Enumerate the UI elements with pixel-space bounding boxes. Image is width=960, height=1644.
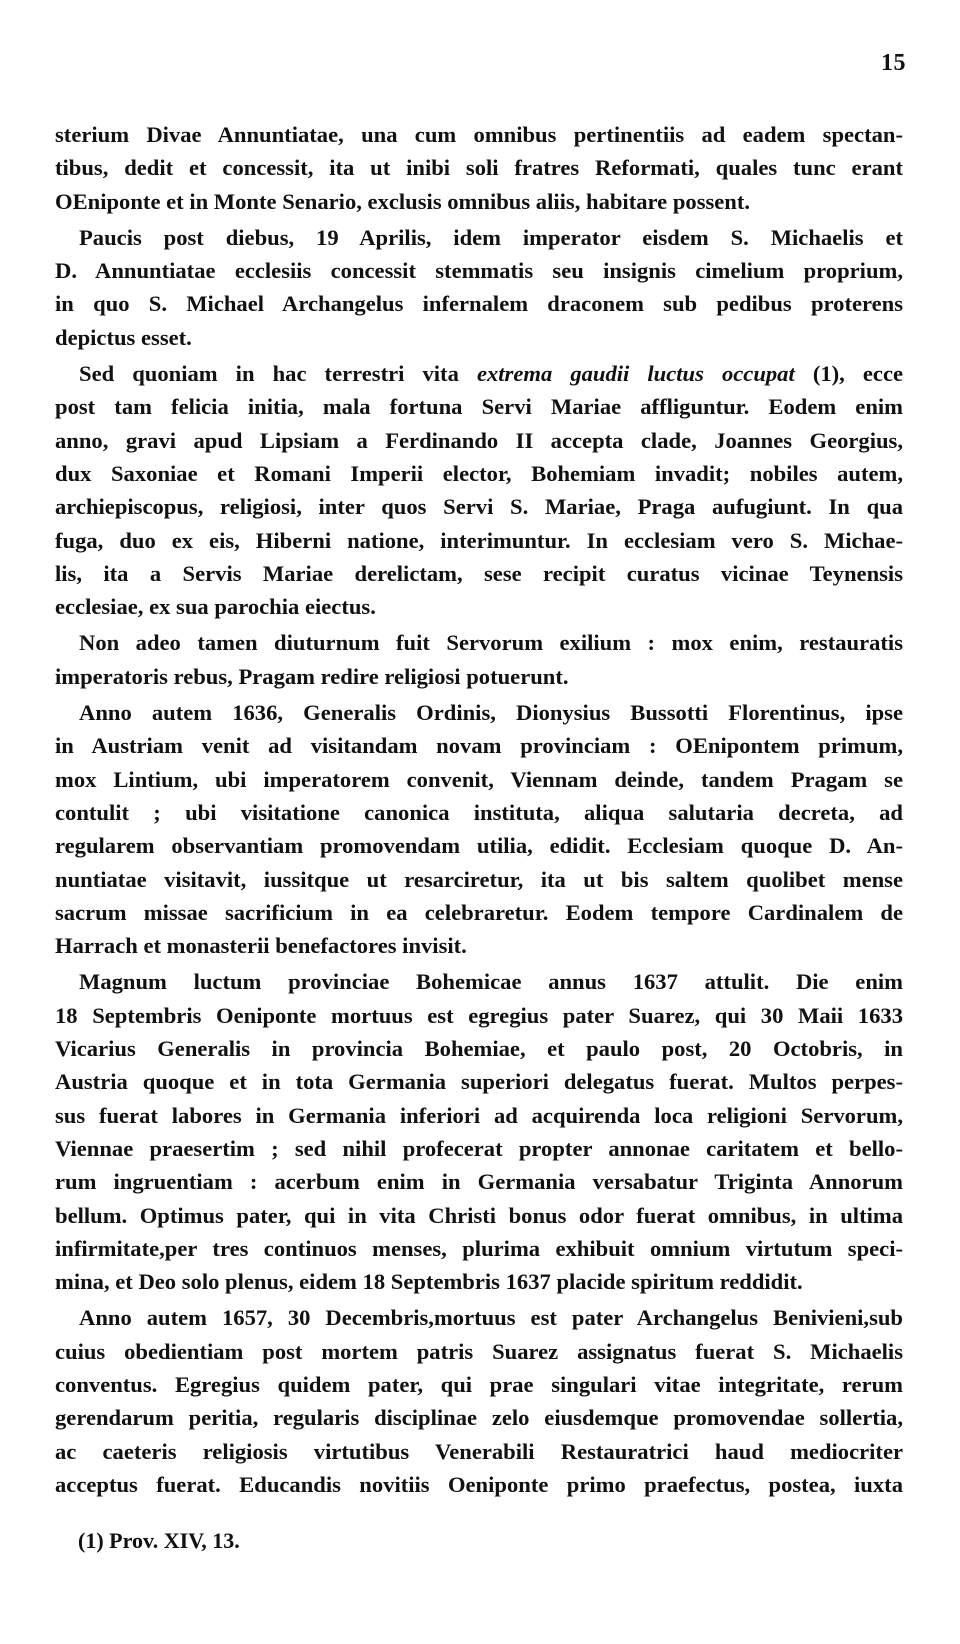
page-number: 15 xyxy=(881,50,906,76)
text-line: mina, et Deo solo plenus, eidem 18 Septembris 1637 placide spiritum reddidit. xyxy=(55,1269,803,1295)
text-line: Paucis post diebus, 19 Aprilis, idem imperator eisdem S. Michaelis et xyxy=(79,224,903,250)
text-line: Magnum luctum provinciae Bohemicae annus 1637 attulit. Die enim xyxy=(79,969,903,995)
text-line: gerendarum peritia, regularis disciplinae zelo eiusdemque promovendae sollertia, xyxy=(55,1405,903,1431)
text-line: Viennae praesertim ; sed nihil profecerat propter annonae caritatem et bello- xyxy=(55,1135,903,1161)
text-line: post tam felicia initia, mala fortuna Servi Mariae affliguntur. Eodem enim xyxy=(55,394,903,420)
body-text xyxy=(55,118,903,1501)
paragraph-5 xyxy=(55,696,903,962)
text-line: archiepiscopus, religiosi, inter quos Servi S. Mariae, Praga aufugiunt. In qua xyxy=(55,494,903,520)
text-line: depictus esset. xyxy=(55,324,192,350)
text-segment: (1), ecce xyxy=(794,361,904,387)
text-line: bellum. Optimus pater, qui in vita Christi bonus odor fuerat omnibus, in ultima xyxy=(55,1202,903,1228)
text-line: sacrum missae sacrificium in ea celebraretur. Eodem tempore Cardinalem de xyxy=(55,899,903,925)
text-line: Harrach et monasterii benefactores invisit. xyxy=(55,933,467,959)
text-line: rum ingruentiam : acerbum enim in Germania versabatur Triginta Annorum xyxy=(55,1169,903,1195)
text-line: dux Saxoniae et Romani Imperii elector, Bohemiam invadit; nobiles autem, xyxy=(55,460,903,486)
text-line: 18 Septembris Oeniponte mortuus est egregius pater Suarez, qui 30 Maii 1633 xyxy=(55,1002,903,1028)
text-line: mox Lintium, ubi imperatorem convenit, Viennam deinde, tandem Pragam se xyxy=(55,766,903,792)
text-line xyxy=(55,357,903,390)
paragraph-1 xyxy=(55,118,903,218)
text-line: Austria quoque et in tota Germania superiori delegatus fuerat. Multos perpes- xyxy=(55,1069,903,1095)
text-line: OEniponte et in Monte Senario, exclusis omnibus aliis, habitare possent. xyxy=(55,188,751,214)
text-line: lis, ita a Servis Mariae derelictam, sese recipit curatus vicinae Teynensis xyxy=(55,560,903,586)
text-line: nuntiatae visitavit, iussitque ut resarciretur, ita ut bis saltem quolibet mense xyxy=(55,866,903,892)
text-line: Anno autem 1657, 30 Decembris,mortuus est pater Archangelus Benivieni,sub xyxy=(79,1305,903,1331)
text-line: ecclesiae, ex sua parochia eiectus. xyxy=(55,594,376,620)
text-line: acceptus fuerat. Educandis novitiis Oeniponte primo praefectus, postea, iuxta xyxy=(55,1471,903,1497)
footnote: (1) Prov. XIV, 13. xyxy=(78,1528,240,1553)
text-line: anno, gravi apud Lipsiam a Ferdinando II accepta clade, Joannes Georgius, xyxy=(55,427,903,453)
text-line: sus fuerat labores in Germania inferiori ad acquirenda loca religioni Servorum, xyxy=(55,1102,903,1128)
text-line: tibus, dedit et concessit, ita ut inibi soli fratres Reformati, quales tunc erant xyxy=(55,155,903,181)
text-line: imperatoris rebus, Pragam redire religiosi potuerunt. xyxy=(55,663,569,689)
text-line: ac caeteris religiosis virtutibus Venerabili Restauratrici haud mediocriter xyxy=(55,1438,903,1464)
text-line: conventus. Egregius quidem pater, qui prae singulari vitae integritate, rerum xyxy=(55,1371,903,1397)
text-line: in Austriam venit ad visitandam novam provinciam : OEnipontem primum, xyxy=(55,733,903,759)
text-segment: Sed quoniam in hac terrestri vita xyxy=(79,361,477,387)
text-line: contulit ; ubi visitatione canonica instituta, aliqua salutaria decreta, ad xyxy=(55,799,903,825)
text-line: cuius obedientiam post mortem patris Suarez assignatus fuerat S. Michaelis xyxy=(55,1338,903,1364)
text-line: Vicarius Generalis in provincia Bohemiae, et paulo post, 20 Octobris, in xyxy=(55,1036,903,1062)
paragraph-4 xyxy=(55,626,903,693)
text-line: D. Annuntiatae ecclesiis concessit stemmatis seu insignis cimelium proprium, xyxy=(55,258,903,284)
paragraph-6 xyxy=(55,965,903,1298)
paragraph-7 xyxy=(55,1301,903,1501)
text-line: sterium Divae Annuntiatae, una cum omnibus pertinentiis ad eadem spectan- xyxy=(55,122,903,147)
text-line: Anno autem 1636, Generalis Ordinis, Dionysius Bussotti Florentinus, ipse xyxy=(79,700,903,726)
text-line: fuga, duo ex eis, Hiberni natione, interimuntur. In ecclesiam vero S. Michae- xyxy=(55,527,903,553)
text-line: in quo S. Michael Archangelus infernalem draconem sub pedibus proterens xyxy=(55,291,903,317)
text-line: regularem observantiam promovendam utilia, edidit. Ecclesiam quoque D. An- xyxy=(55,833,903,859)
paragraph-2 xyxy=(55,221,903,354)
quotation: extrema gaudii luctus occupat xyxy=(476,361,795,387)
paragraph-3 xyxy=(55,357,903,623)
text-line: infirmitate,per tres continuos menses, plurima exhibuit omnium virtutum speci- xyxy=(55,1235,903,1261)
text-line: Non adeo tamen diuturnum fuit Servorum exilium : mox enim, restauratis xyxy=(79,630,903,656)
